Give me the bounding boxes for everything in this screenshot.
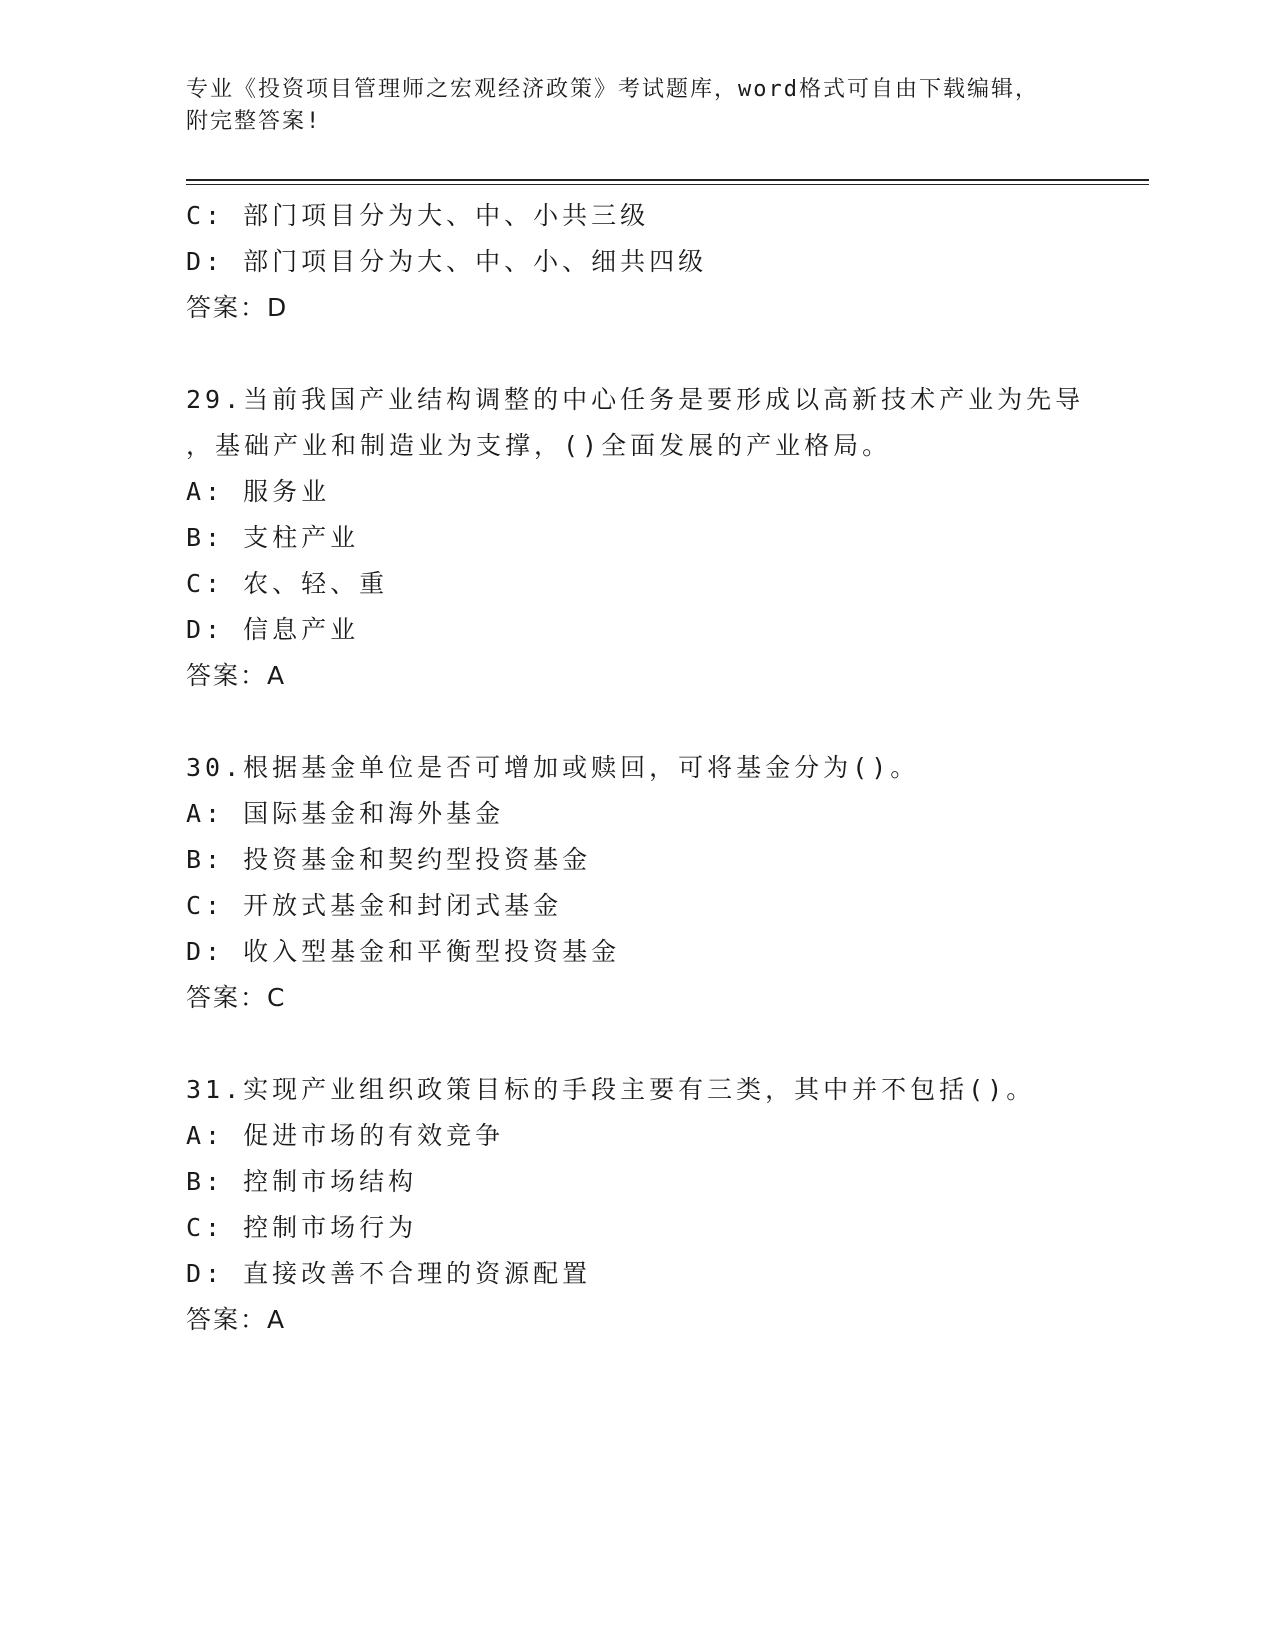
option-c: [186, 1205, 1086, 1251]
option-letter: C:: [186, 201, 225, 230]
option-text: 部门项目分为大、中、小共三级: [243, 201, 650, 230]
answer-line: 答案：A: [186, 1305, 287, 1334]
option-d: [186, 239, 1086, 285]
option-text: 部门项目分为大、中、小、细共四级: [243, 247, 708, 276]
partial-question: [186, 193, 1086, 331]
option-text: 支柱产业: [243, 523, 360, 552]
option-letter: D:: [186, 247, 225, 276]
option-d: [186, 929, 1086, 975]
option-c: [186, 883, 1086, 929]
spacer: [186, 699, 1086, 745]
option-letter: A:: [186, 1121, 225, 1150]
header-divider-thick: [186, 179, 1149, 181]
option-letter: B:: [186, 523, 225, 552]
answer-line: 答案：C: [186, 983, 287, 1012]
option-c: [186, 561, 1086, 607]
header-line-1: 专业《投资项目管理师之宏观经济政策》考试题库，word格式可自由下载编辑，: [186, 77, 1039, 102]
option-text: 服务业: [243, 477, 331, 506]
document-header: [186, 74, 1066, 138]
option-letter: D:: [186, 1259, 225, 1288]
question-text-line: 31.实现产业组织政策目标的手段主要有三类，其中并不包括()。: [186, 1075, 1036, 1104]
question-text-line: 29.当前我国产业结构调整的中心任务是要形成以高新技术产业为先导: [186, 385, 1085, 414]
option-text: 开放式基金和封闭式基金: [243, 891, 563, 920]
option-b: [186, 1159, 1086, 1205]
option-letter: B:: [186, 1167, 225, 1196]
spacer: [186, 1021, 1086, 1067]
question-text-line: 30.根据基金单位是否可增加或赎回，可将基金分为()。: [186, 753, 920, 782]
option-text: 直接改善不合理的资源配置: [243, 1259, 592, 1288]
option-letter: A:: [186, 799, 225, 828]
option-text: 信息产业: [243, 615, 360, 644]
option-letter: C:: [186, 569, 225, 598]
header-divider-thin: [186, 184, 1149, 185]
option-d: [186, 1251, 1086, 1297]
option-text: 投资基金和契约型投资基金: [243, 845, 592, 874]
option-c: [186, 193, 1086, 239]
option-d: [186, 607, 1086, 653]
option-letter: D:: [186, 937, 225, 966]
question-text-line: ，基础产业和制造业为支撑，()全面发展的产业格局。: [186, 431, 892, 460]
option-text: 控制市场行为: [243, 1213, 418, 1242]
option-b: [186, 837, 1086, 883]
option-text: 收入型基金和平衡型投资基金: [243, 937, 621, 966]
option-a: [186, 469, 1086, 515]
question-list: [186, 193, 1086, 1343]
question-30: [186, 745, 1086, 1021]
answer-line: 答案：D: [186, 293, 289, 322]
option-text: 农、轻、重: [243, 569, 389, 598]
option-text: 促进市场的有效竞争: [243, 1121, 505, 1150]
question-29: [186, 377, 1086, 699]
option-text: 控制市场结构: [243, 1167, 418, 1196]
answer-line: 答案：A: [186, 661, 287, 690]
option-letter: C:: [186, 891, 225, 920]
option-b: [186, 515, 1086, 561]
option-letter: A:: [186, 477, 225, 506]
option-letter: C:: [186, 1213, 225, 1242]
option-a: [186, 1113, 1086, 1159]
option-a: [186, 791, 1086, 837]
option-letter: B:: [186, 845, 225, 874]
option-text: 国际基金和海外基金: [243, 799, 505, 828]
header-line-2: 附完整答案!: [186, 109, 322, 134]
question-31: [186, 1067, 1086, 1343]
option-letter: D:: [186, 615, 225, 644]
spacer: [186, 331, 1086, 377]
